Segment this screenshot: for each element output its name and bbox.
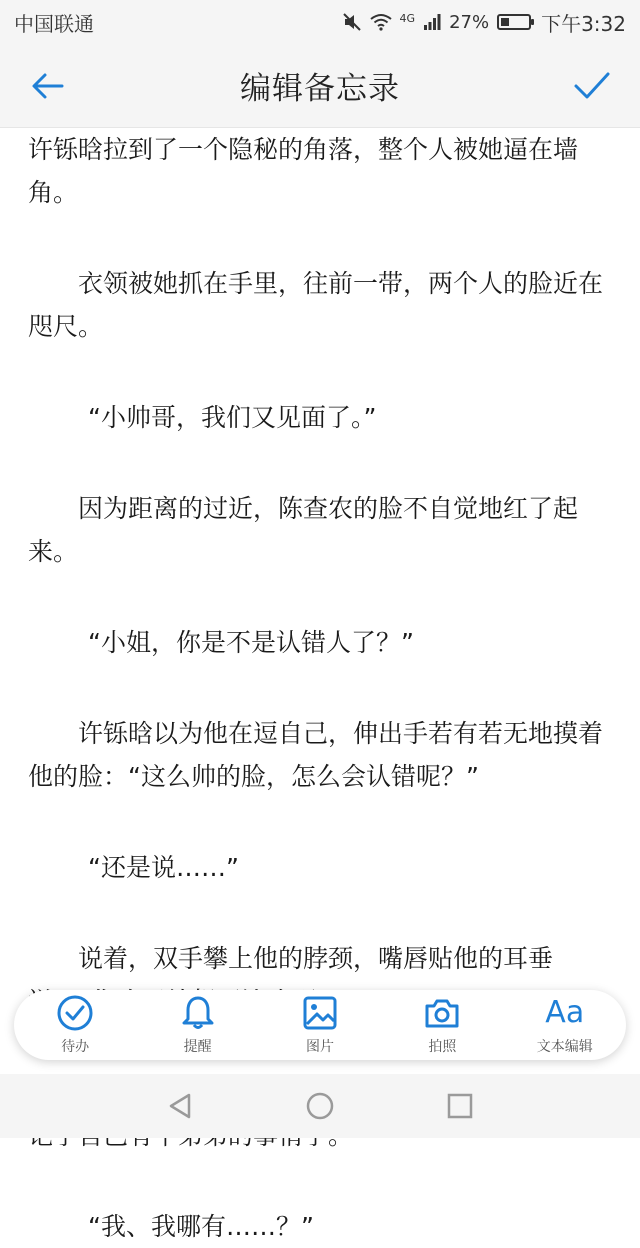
network-type: 4G [399,11,416,25]
image-label: 图片 [305,1039,334,1055]
camera-icon [423,994,461,1032]
note-paragraph: “我、我哪有……？” [88,1212,314,1241]
note-paragraph: 说着，双手攀上他的脖颈，嘴唇贴他的耳垂 [78,944,554,973]
image-icon [301,994,339,1032]
note-paragraph: 许铄晗拉到了一个隐秘的角落，整个人被她逼在墙角。 [28,135,579,207]
note-paragraph: “还是说……” [88,853,239,882]
camera-button[interactable] [387,994,497,1056]
note-paragraph: “小姐，你是不是认错人了？” [88,628,414,657]
reminder-label: 提醒 [183,1039,212,1055]
image-button[interactable] [265,994,375,1056]
system-nav-bar [0,1074,640,1138]
nav-recents-button[interactable] [440,1086,480,1126]
app-bar [0,44,640,128]
todo-button[interactable] [20,994,130,1056]
save-button[interactable] [568,62,616,110]
circle-home-icon [305,1091,335,1121]
square-recents-icon [445,1091,475,1121]
status-right [342,8,626,37]
nav-back-button[interactable] [160,1086,200,1126]
note-paragraph: 因为距离的过近，陈查农的脸不自觉地红了起来。 [28,494,579,566]
status-bar [0,0,640,44]
bell-icon [179,994,217,1032]
note-paragraph: 衣领被她抓在手里，往前一带，两个人的脸近在咫尺。 [28,269,604,341]
note-paragraph: 许铄晗以为他在逗自己，伸出手若有若无地摸着他的脸：“这么帅的脸，怎么会认错呢？” [28,719,604,791]
text-format-icon: Aa [545,995,585,1030]
signal-icon [423,13,441,31]
clock: 下午3:32 [541,11,626,36]
check-circle-icon [56,994,94,1032]
text-edit-button[interactable] [510,994,620,1056]
checkmark-icon [572,68,612,104]
camera-label: 拍照 [428,1039,457,1055]
mute-icon [342,12,362,32]
nav-home-button[interactable] [300,1086,340,1126]
page-title: 编辑备忘录 [240,71,400,107]
battery-icon [497,14,531,30]
todo-label: 待办 [61,1039,90,1055]
status-icons [342,12,532,33]
note-paragraph: “小帅哥，我们又见面了。” [88,403,377,432]
battery-percent: 27% [449,11,490,33]
carrier-label: 中国联通 [14,11,94,36]
triangle-back-icon [165,1091,195,1121]
text-edit-label: 文本编辑 [536,1039,593,1055]
back-arrow-icon [30,68,66,104]
reminder-button[interactable] [143,994,253,1056]
back-button[interactable] [24,62,72,110]
wifi-icon [370,13,392,31]
editor-toolbar [14,990,626,1060]
